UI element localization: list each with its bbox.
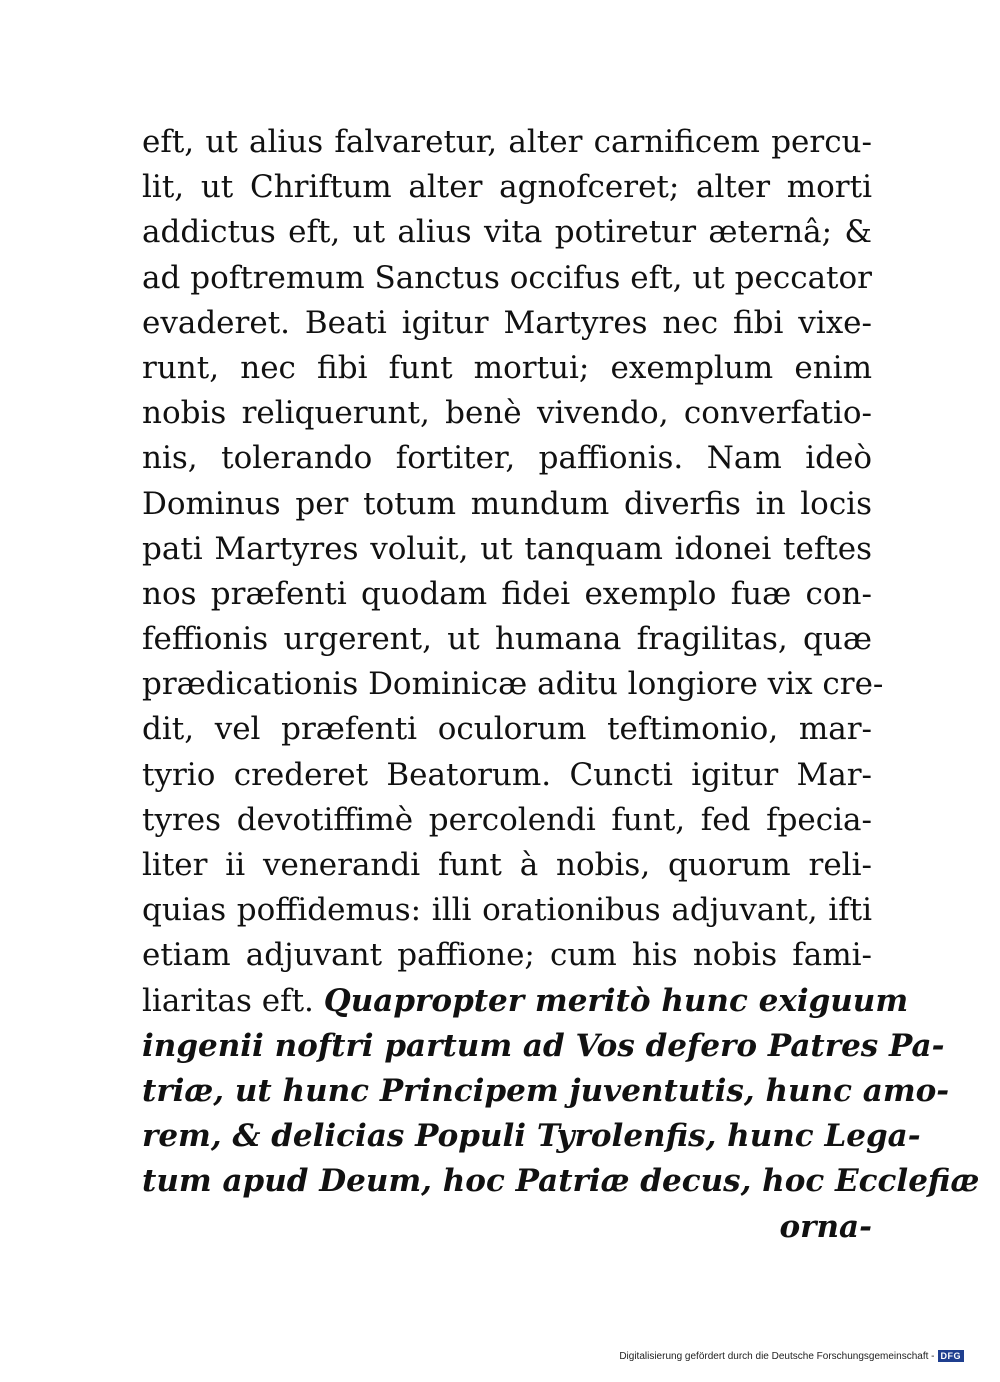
text-line: nos præfenti quodam fidei exemplo fuæ con- <box>142 575 872 612</box>
text-line: eft, ut alius falvaretur, alter carnificem percu- <box>142 124 872 160</box>
text-line: addictus eft, ut alius vita potiretur æternâ; & <box>142 214 872 251</box>
text-line: lit, ut Chriftum alter agnofceret; alter morti <box>142 169 872 206</box>
text-line: evaderet. Beati igitur Martyres nec fibi vixe- <box>142 304 872 341</box>
text-line: tyrio crederet Beatorum. Cuncti igitur Mar- <box>142 756 872 793</box>
text-line: pati Martyres voluit, ut tanquam idonei teftes <box>142 530 872 567</box>
text-line: liter ii venerandi funt à nobis, quorum reli- <box>142 847 872 883</box>
text-line: feffionis urgerent, ut humana fragilitas, quæ <box>142 621 872 658</box>
text-line: etiam adjuvant paffione; cum his nobis fami- <box>142 937 872 974</box>
text-line: tyres devotiffimè percolendi funt, fed fpecia- <box>142 801 872 838</box>
italic-text-line: ingenii noftri partum ad Vos defero Patres Pa- <box>142 1027 945 1064</box>
text-line: nobis reliquerunt, benè vivendo, converfatio- <box>142 395 872 432</box>
roman-segment: liaritas eft. <box>142 982 314 1019</box>
text-line: Dominus per totum mundum diverfis in locis <box>142 485 872 522</box>
text-line: runt, nec fibi funt mortui; exemplum enim <box>142 349 872 386</box>
footer-text: Digitalisierung gefördert durch die Deutsche Forschungsgemeinschaft - <box>619 1350 935 1362</box>
italic-text-line: triæ, ut hunc Principem juventutis, hunc amo- <box>142 1072 950 1109</box>
italic-text-line: rem, & delicias Populi Tyrolenfis, hunc Lega- <box>142 1118 921 1155</box>
text-block <box>142 120 980 1250</box>
text-line: dit, vel præfenti oculorum teftimonio, mar- <box>142 711 872 748</box>
digitization-footer <box>619 1350 964 1362</box>
mixed-text-line <box>142 979 909 1024</box>
text-line: ad poftremum Sanctus occifus eft, ut peccator <box>142 259 872 296</box>
text-line: quias poffidemus: illi orationibus adjuvant, ifti <box>142 892 872 929</box>
text-line: nis, tolerando fortiter, paffionis. Nam ideò <box>142 440 872 477</box>
dfg-logo-icon: DFG <box>938 1350 965 1362</box>
catchword: orna- <box>779 1208 872 1245</box>
italic-segment: Quapropter meritò hunc exiguum <box>323 982 909 1019</box>
italic-text-line: tum apud Deum, hoc Patriæ decus, hoc Ecclefiæ <box>142 1163 980 1200</box>
text-line: prædicationis Dominicæ aditu longiore vix cre- <box>142 666 884 703</box>
